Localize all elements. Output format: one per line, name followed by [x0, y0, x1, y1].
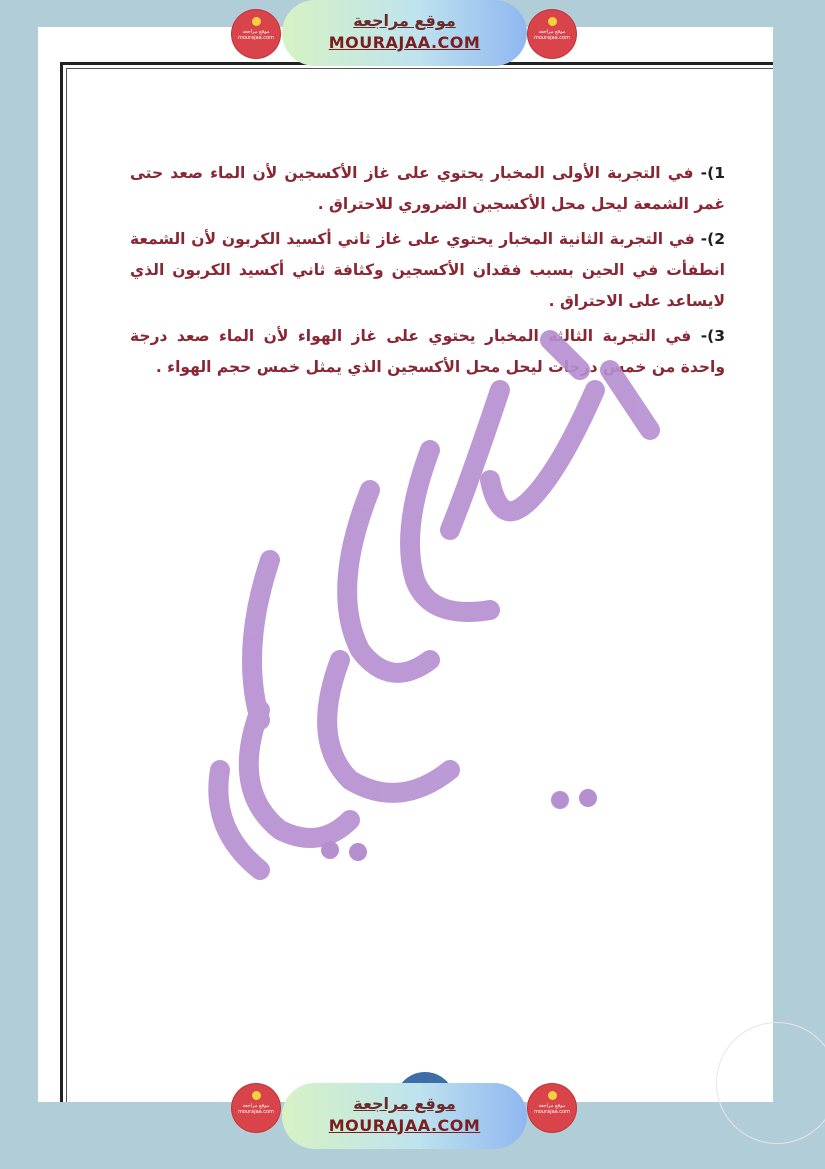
- site-logo-icon[interactable]: موقع مراجعة mourajaa.com: [232, 10, 280, 58]
- handwritten-watermark: [200, 330, 660, 890]
- site-logo-icon[interactable]: موقع مراجعة mourajaa.com: [528, 10, 576, 58]
- answer-number: 2)-: [700, 230, 725, 248]
- site-logo-icon[interactable]: موقع مراجعة mourajaa.com: [528, 1084, 576, 1132]
- site-banner-top[interactable]: [282, 0, 527, 66]
- site-name-en[interactable]: MOURAJAA.COM: [328, 33, 481, 52]
- site-name-en[interactable]: MOURAJAA.COM: [328, 1116, 481, 1135]
- site-name-ar[interactable]: موقع مراجعة: [353, 11, 456, 30]
- site-name-ar[interactable]: موقع مراجعة: [353, 1094, 456, 1113]
- page-border-left: [60, 62, 63, 1102]
- answer-number: 3)-: [700, 327, 726, 345]
- page-border-top-inner: [66, 68, 773, 69]
- page-border-left-inner: [66, 68, 67, 1102]
- answer-item: [130, 158, 725, 220]
- answer-text: في التجربة الثالثة المخبار يحتوي على غاز الهواء لأن الماء صعد درجة واحدة من خمس درجات ليحل محل الأكسجين الذي يمثل خمس حجم الهواء .: [130, 327, 725, 376]
- decorative-circle: [716, 1022, 825, 1144]
- site-banner-bottom[interactable]: [282, 1083, 527, 1149]
- answer-text: في التجربة الثانية المخبار يحتوي على غاز ثاني أكسيد الكربون لأن الشمعة انطفأت في الحين بسبب فقدان الأكسجين وكثافة ثاني أكسيد الكربون الذي لايساعد على الاحتراق .: [130, 230, 725, 310]
- answer-item: [130, 224, 725, 317]
- answer-text: في التجربة الأولى المخبار يحتوي على غاز الأكسجين لأن الماء صعد حتى غمر الشمعة ليحل محل الأكسجين الضروري للاحتراق .: [130, 164, 725, 213]
- site-logo-icon[interactable]: موقع مراجعة mourajaa.com: [232, 1084, 280, 1132]
- answer-number: 1)-: [700, 164, 725, 182]
